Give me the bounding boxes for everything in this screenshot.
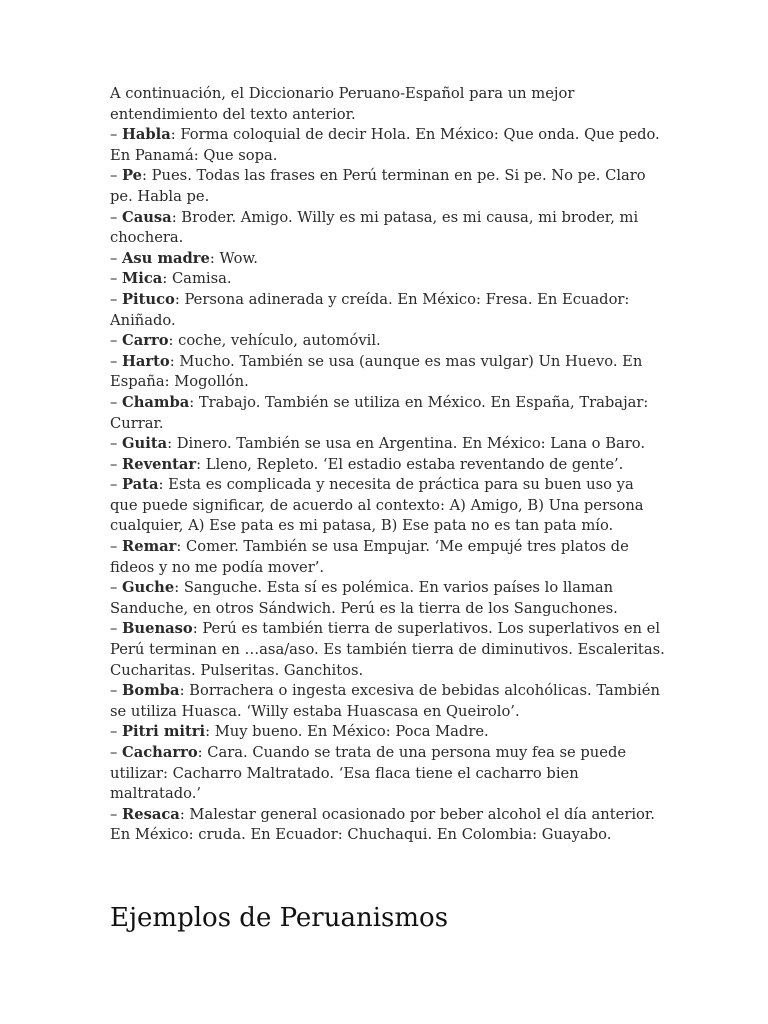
glossary-entry xyxy=(110,331,665,352)
glossary-entry xyxy=(110,743,665,805)
entry-term: Resaca xyxy=(122,805,180,823)
entry-dash: – xyxy=(110,744,123,761)
entry-definition: : Comer. También se usa Empujar. ‘Me empujé tres platos de fideos y no me podía mover’. xyxy=(110,538,629,576)
entry-term: Causa xyxy=(122,208,172,226)
entry-dash: – xyxy=(110,435,123,453)
glossary-list xyxy=(110,125,665,846)
intro-paragraph: A continuación, el Diccionario Peruano-Español para un mejor entendimiento del texto anterior. xyxy=(110,85,575,123)
glossary-entry xyxy=(110,619,665,681)
entry-dash: – xyxy=(110,579,123,597)
entry-dash: – xyxy=(110,270,123,288)
entry-dash: – xyxy=(110,332,123,350)
entry-definition: : Broder. Amigo. Willy es mi patasa, es mi causa, mi broder, mi chochera. xyxy=(110,208,639,247)
entry-dash: – xyxy=(110,126,123,144)
glossary-entry xyxy=(110,166,665,207)
glossary-entry xyxy=(110,249,665,270)
glossary-entry xyxy=(110,455,665,476)
entry-dash: – xyxy=(110,393,123,411)
entry-term: Bomba xyxy=(122,682,180,700)
glossary-entry xyxy=(110,722,665,743)
entry-term: Pe xyxy=(122,167,143,185)
entry-dash: – xyxy=(110,249,123,267)
entry-definition: : coche, vehículo, automóvil. xyxy=(168,332,381,350)
entry-definition: : Mucho. También se usa (aunque es mas vulgar) Un Huevo. En España: Mogollón. xyxy=(110,352,643,391)
entry-term: Remar xyxy=(122,538,177,556)
glossary-entry xyxy=(110,434,665,455)
entry-term: Harto xyxy=(122,352,170,370)
entry-term: Asu madre xyxy=(122,249,210,267)
entry-term: Mica xyxy=(122,270,163,288)
entry-definition: : Lleno, Repleto. ‘El estadio estaba reventando de gente’. xyxy=(196,455,624,473)
entry-dash: – xyxy=(110,723,123,741)
entry-dash: – xyxy=(110,620,123,638)
entry-definition: : Forma coloquial de decir Hola. En México: Que onda. Que pedo. En Panamá: Que sopa. xyxy=(110,126,660,164)
glossary-entry xyxy=(110,125,665,166)
entry-definition: : Camisa. xyxy=(162,270,232,288)
entry-definition: : Esta es complicada y necesita de práctica para su buen uso ya que puede significar, de acuerdo al contexto: A) Amigo, B) Una persona cualquier, A) Ese pata es mi patasa, B) Ese pata no es tan pata mío. xyxy=(110,476,644,535)
entry-term: Habla xyxy=(122,126,171,144)
glossary-entry xyxy=(110,290,665,331)
entry-term: Guita xyxy=(122,435,168,453)
entry-dash: – xyxy=(110,476,123,494)
glossary-entry xyxy=(110,269,665,290)
glossary-entry xyxy=(110,681,665,722)
entry-dash: – xyxy=(110,290,123,308)
entry-dash: – xyxy=(110,352,123,370)
glossary-entry xyxy=(110,208,665,249)
entry-term: Carro xyxy=(122,332,169,350)
entry-term: Pata xyxy=(122,476,159,494)
entry-definition: : Sanguche. Esta sí es polémica. En varios países lo llaman Sanduche, en otros Sándwich. Perú es la tierra de los Sanguchones. xyxy=(110,579,618,617)
section-heading: Ejemplos de Peruanismos xyxy=(110,903,449,933)
entry-term: Pituco xyxy=(122,290,175,308)
entry-dash: – xyxy=(110,538,123,556)
entry-definition: : Dinero. También se usa en Argentina. En México: Lana o Baro. xyxy=(167,435,646,453)
entry-definition: : Trabajo. También se utiliza en México. En España, Trabajar: Currar. xyxy=(110,393,649,432)
entry-term: Cacharro xyxy=(122,744,198,761)
entry-dash: – xyxy=(110,208,123,226)
glossary-entry xyxy=(110,805,665,846)
entry-definition: : Borrachera o ingesta excesiva de bebidas alcohólicas. También se utiliza Huasca. ‘Willy estaba Huascasa en Queirolo’. xyxy=(110,682,660,720)
entry-term: Reventar xyxy=(122,455,197,473)
entry-dash: – xyxy=(110,682,123,700)
entry-definition: : Wow. xyxy=(209,249,258,267)
entry-definition: : Cara. Cuando se trata de una persona muy fea se puede utilizar: Cacharro Maltratado. ‘Esa flaca tiene el cacharro bien maltratado.’ xyxy=(110,744,627,803)
glossary-entry xyxy=(110,537,665,578)
entry-term: Guche xyxy=(122,579,175,597)
entry-definition: : Malestar general ocasionado por beber alcohol el día anterior. En México: cruda. En Ecuador: Chuchaqui. En Colombia: Guayabo. xyxy=(110,805,655,844)
entry-dash: – xyxy=(110,455,123,473)
entry-dash: – xyxy=(110,167,123,185)
entry-term: Pitri mitri xyxy=(122,723,206,741)
glossary-entry xyxy=(110,475,665,537)
entry-dash: – xyxy=(110,805,123,823)
glossary-entry xyxy=(110,578,665,619)
glossary-entry xyxy=(110,393,665,434)
entry-definition: : Perú es también tierra de superlativos. Los superlativos en el Perú terminan en …asa/aso. Es también tierra de diminutivos. Escaleritas. Cucharitas. Pulseritas. Ganchitos. xyxy=(110,620,665,679)
document-body xyxy=(110,84,665,846)
entry-definition: : Persona adinerada y creída. En México: Fresa. En Ecuador: Aniñado. xyxy=(110,290,630,329)
entry-definition: : Pues. Todas las frases en Perú terminan en pe. Si pe. No pe. Claro pe. Habla pe. xyxy=(110,167,646,205)
entry-term: Buenaso xyxy=(122,620,193,638)
glossary-entry xyxy=(110,352,665,393)
entry-definition: : Muy bueno. En México: Poca Madre. xyxy=(205,723,489,741)
entry-term: Chamba xyxy=(122,393,190,411)
